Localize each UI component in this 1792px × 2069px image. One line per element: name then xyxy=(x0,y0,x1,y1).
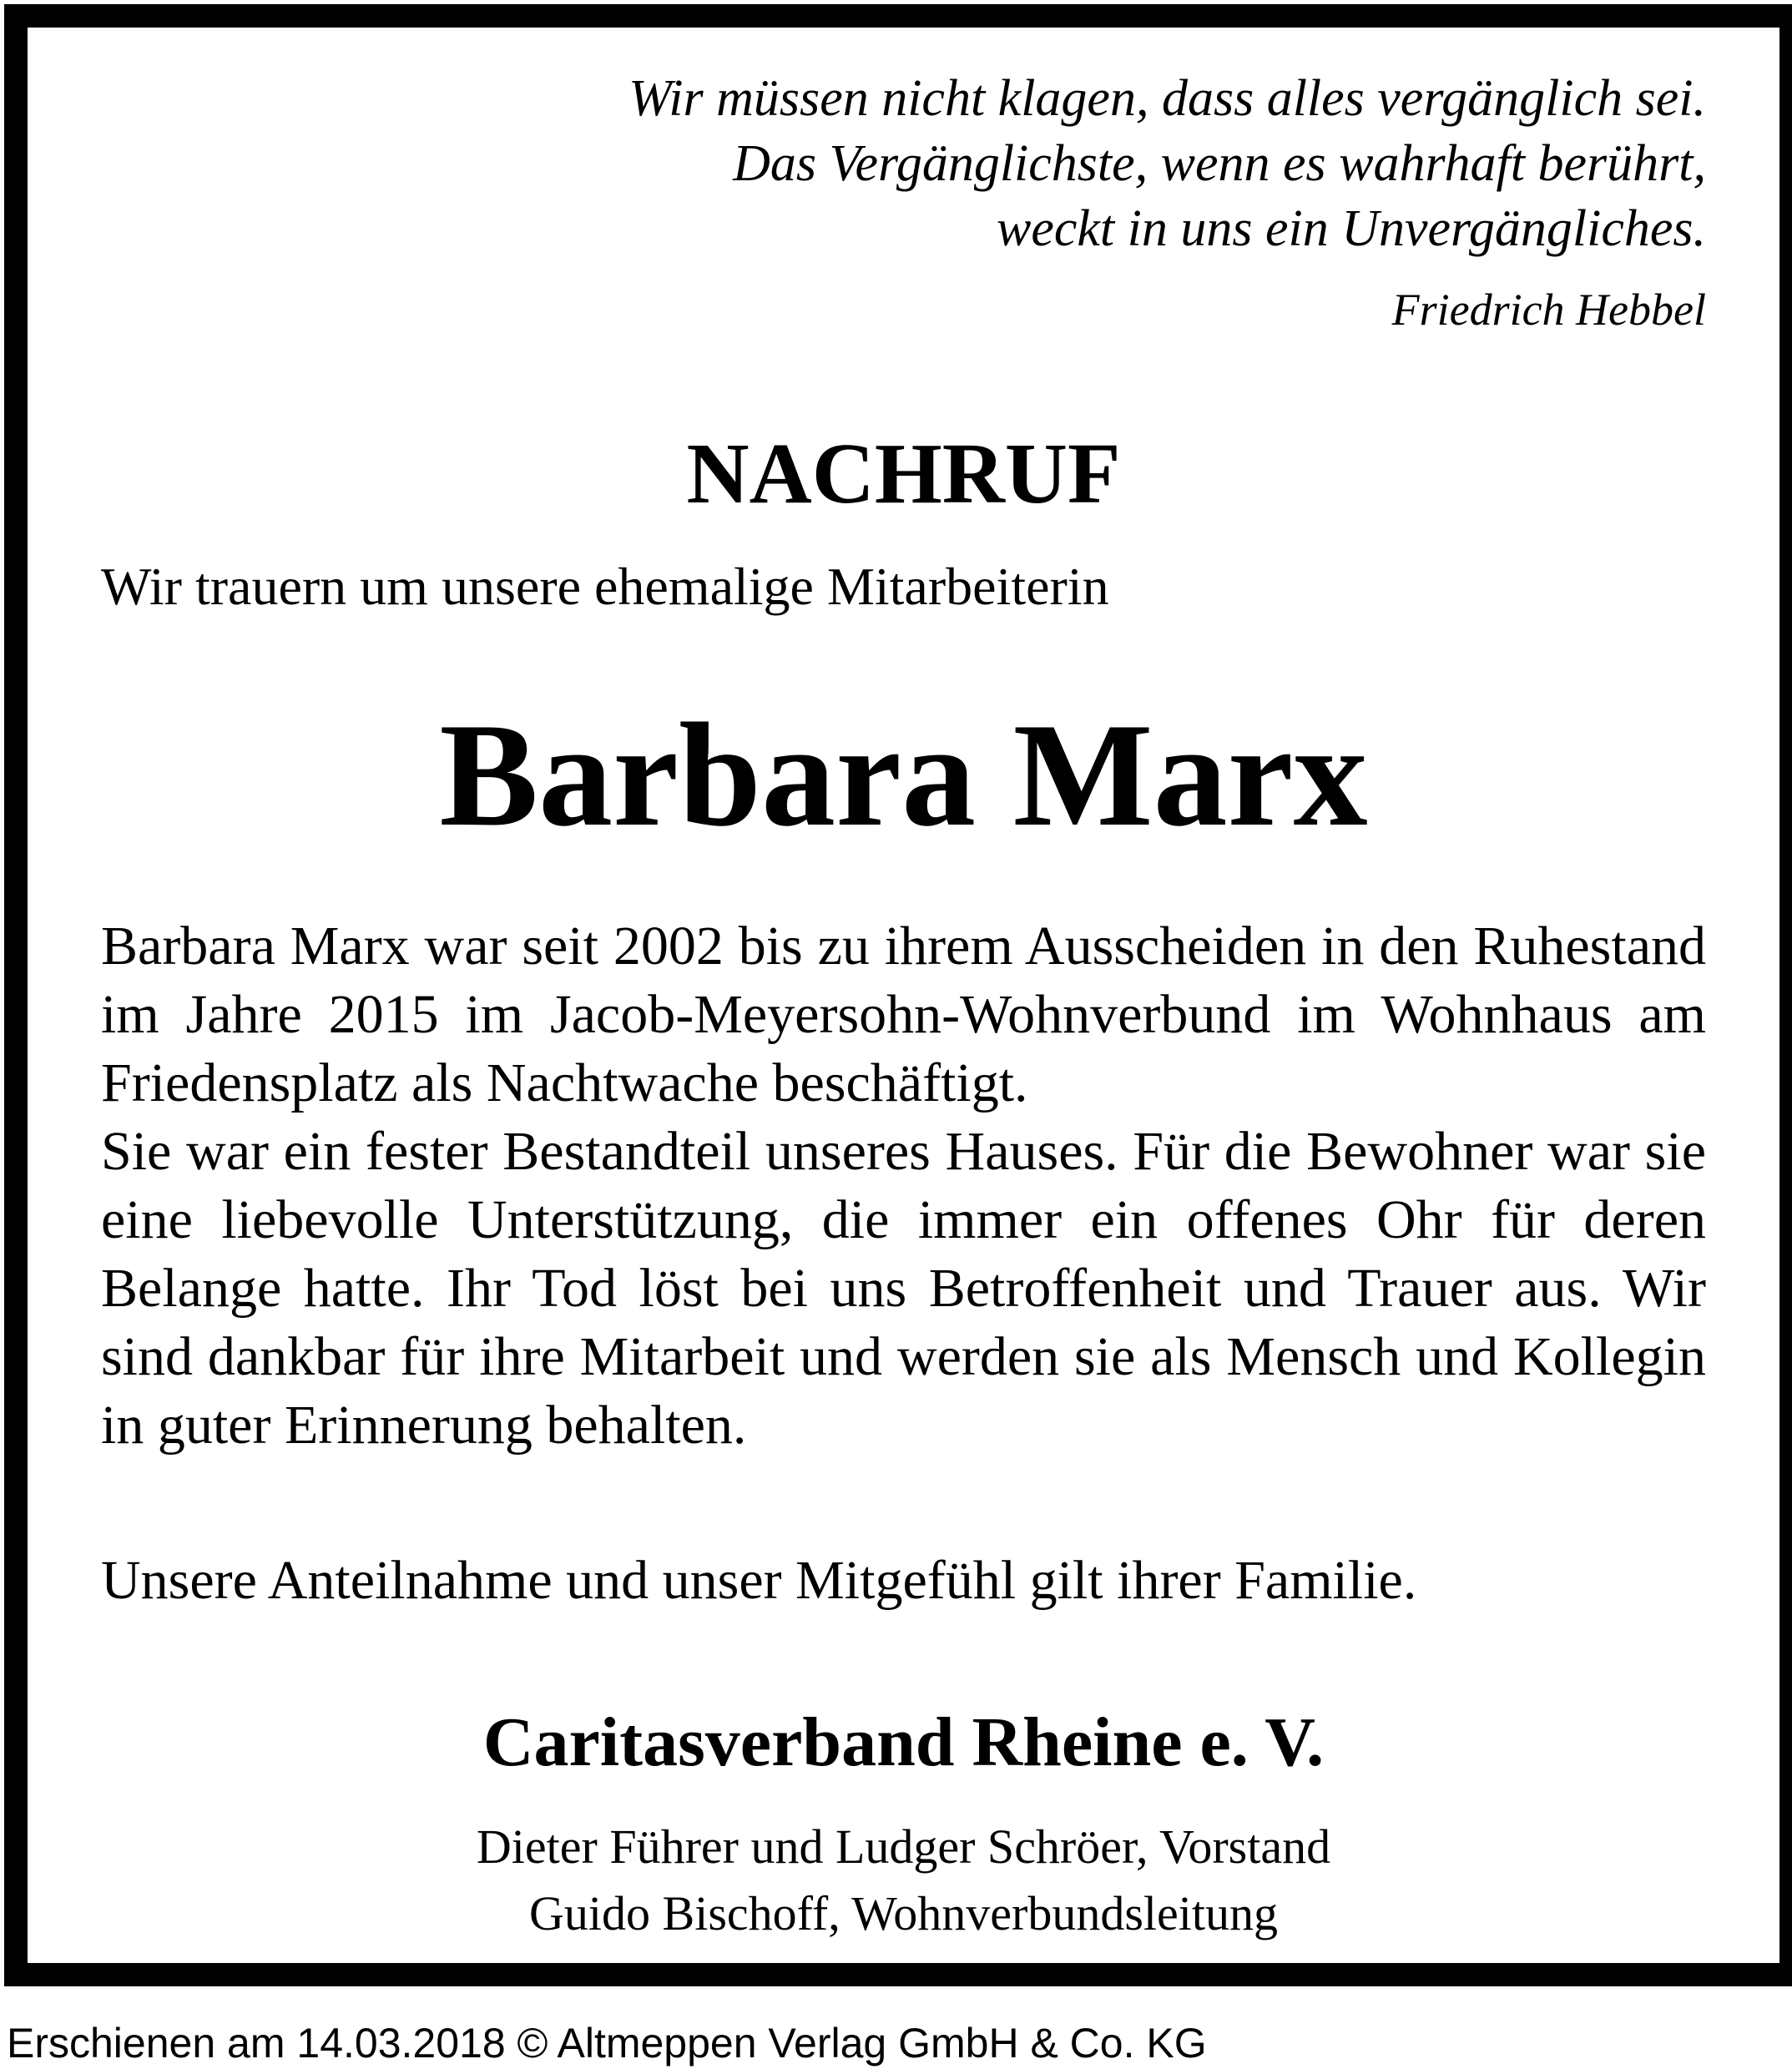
quote-line: weckt in uns ein Unvergängliches. xyxy=(997,200,1706,257)
signer-line: Guido Bischoff, Wohnverbundsleitung xyxy=(529,1886,1278,1940)
obituary-frame xyxy=(4,4,1792,1986)
body-paragraph: Barbara Marx war seit 2002 bis zu ihrem Ausscheiden in den Ruhestand im Jahre 2015 im Jacob-Meyersohn-Wohnverbund im Wohnhaus am Friedensplatz als Nachtwache beschäftigt. xyxy=(101,916,1706,1113)
deceased-name: Barbara Marx xyxy=(439,692,1368,857)
quote-author: Friedrich Hebbel xyxy=(1391,285,1706,335)
body-paragraph: Sie war ein fester Bestandteil unseres Hauses. Für die Bewohner war sie eine liebevolle Unterstützung, die immer ein offenes Ohr für deren Belange hatte. Ihr Tod löst bei uns Betroffenheit und Trauer aus. Wir sind dankbar für ihre Mitarbeit und werden sie als Mensch und Kollegin in guter Erinnerung behalten. xyxy=(101,1121,1706,1456)
signers xyxy=(101,1814,1706,1947)
obituary-content xyxy=(101,28,1706,1963)
signer-line: Dieter Führer und Ludger Schröer, Vorstand xyxy=(476,1819,1331,1874)
publication-footer: Erschienen am 14.03.2018 © Altmeppen Verlag GmbH & Co. KG xyxy=(7,2020,1207,2066)
quote xyxy=(628,66,1706,261)
quote-line: Das Vergänglichste, wenn es wahrhaft berührt, xyxy=(733,135,1706,192)
intro-text: Wir trauern um unsere ehemalige Mitarbeiterin xyxy=(101,557,1109,616)
organization-name: Caritasverband Rheine e. V. xyxy=(482,1703,1325,1781)
quote-line: Wir müssen nicht klagen, dass alles vergänglich sei. xyxy=(628,70,1706,127)
page-title: NACHRUF xyxy=(686,426,1121,522)
obituary-body xyxy=(101,912,1706,1460)
sympathy-text: Unsere Anteilnahme und unser Mitgefühl gilt ihrer Familie. xyxy=(101,1550,1417,1611)
